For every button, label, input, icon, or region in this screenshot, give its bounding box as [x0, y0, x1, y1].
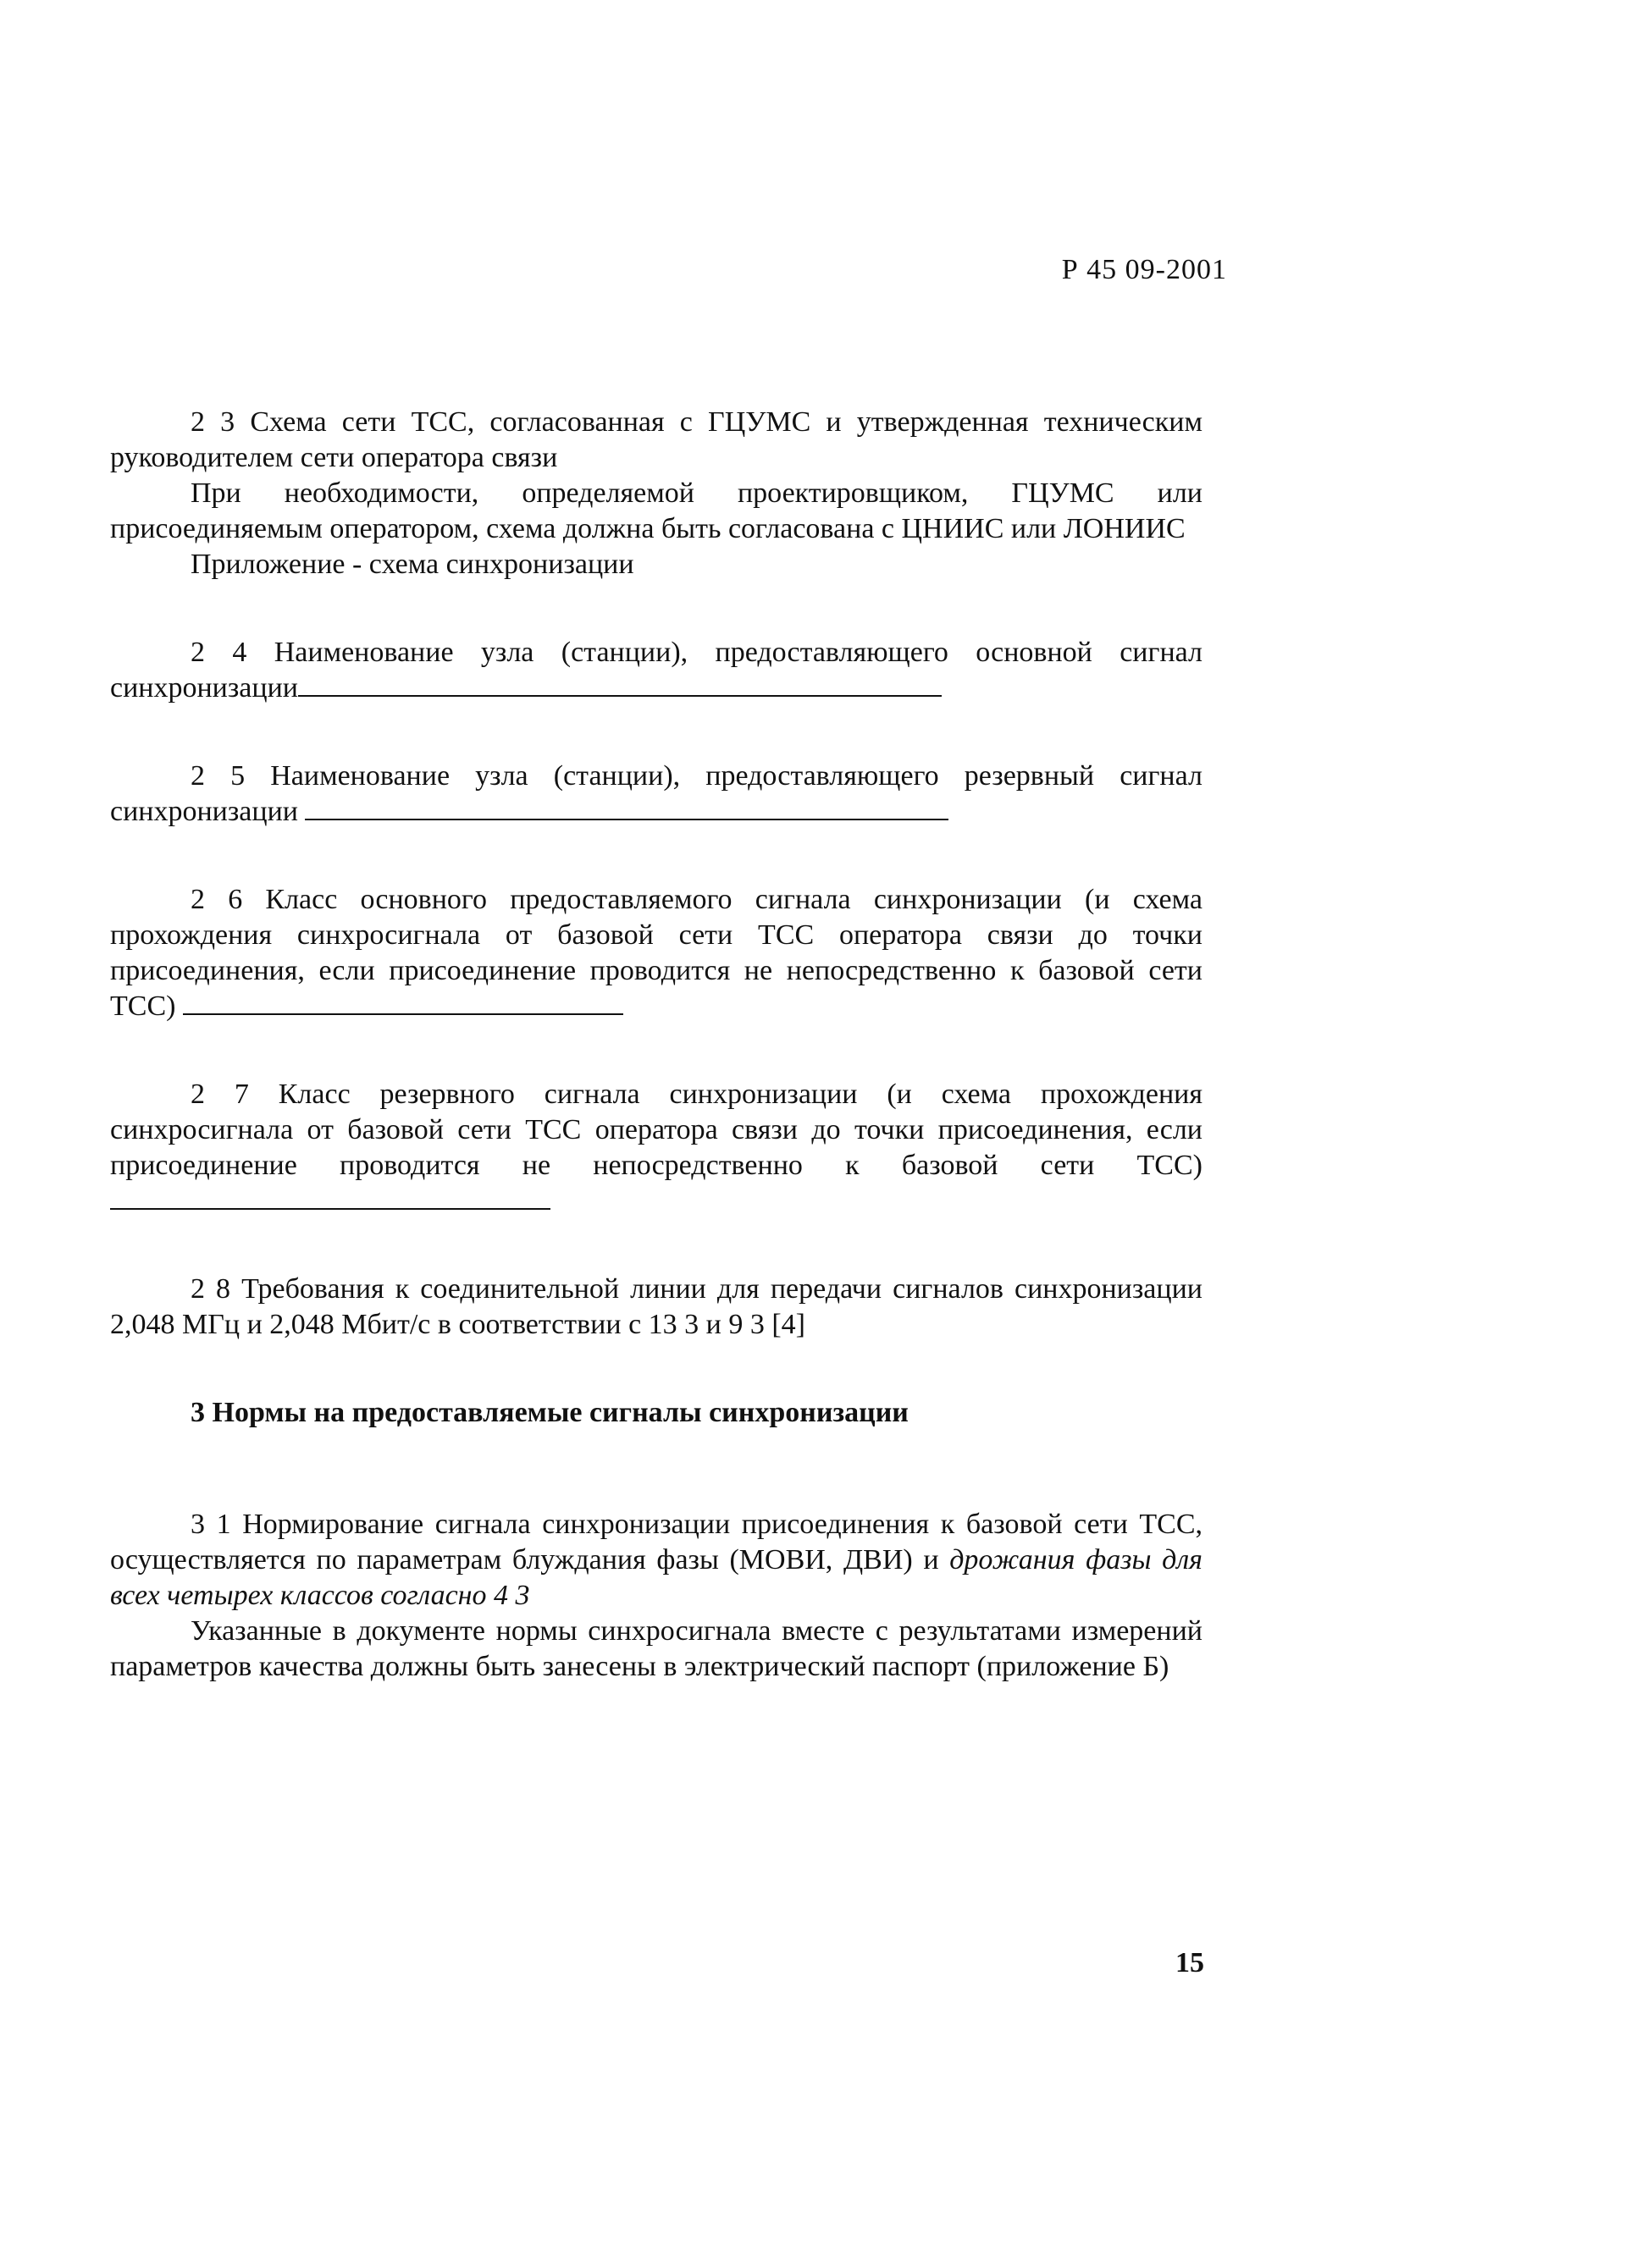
item-2-6 — [110, 882, 1202, 1024]
item-2-4-paragraph — [110, 635, 1202, 706]
item-2-6-fill-line[interactable] — [183, 990, 623, 1015]
item-2-5-paragraph — [110, 759, 1202, 830]
item-2-5-text: 2 5 Наименование узла (станции), предоставляющего резервный сигнал синхронизации — [110, 760, 1202, 827]
item-3-1 — [110, 1507, 1202, 1685]
item-2-7 — [110, 1077, 1202, 1219]
document-code: Р 45 09-2001 — [1061, 254, 1227, 285]
section-3-title: 3 Нормы на предоставляемые сигналы синхронизации — [191, 1397, 909, 1428]
item-2-5-fill-line[interactable] — [305, 795, 948, 820]
item-2-7-text: 2 7 Класс резервного сигнала синхронизации (и схема прохождения синхросигнала от базовой сети ТСС оператора связи до точки присоединения, если присоединение проводится не непосредственно к базовой сети ТСС) — [110, 1079, 1202, 1181]
item-2-3-note: При необходимости, определяемой проектировщиком, ГЦУМС или присоединяемым оператором, схема должна быть согласована с ЦНИИС или ЛОНИИС — [110, 477, 1202, 544]
item-3-1-paragraph — [110, 1507, 1202, 1614]
item-3-1-text: 3 1 Нормирование сигнала синхронизации присоединения к базовой сети ТСС, осуществляется по параметрам блуждания фазы (МОВИ, ДВИ) и — [110, 1509, 1202, 1575]
item-2-8 — [110, 1272, 1202, 1343]
item-2-3-text: 2 3 Схема сети ТСС, согласованная с ГЦУМС и утвержденная техническим руководителем сети оператора связи — [110, 406, 1202, 473]
item-3-1-note: Указанные в документе нормы синхросигнала вместе с результатами измерений параметров качества должны быть занесены в электрический паспорт (приложение Б) — [110, 1615, 1202, 1682]
item-2-3 — [110, 405, 1202, 582]
item-2-4 — [110, 635, 1202, 706]
item-2-8-text: 2 8 Требования к соединительной линии для передачи сигналов синхронизации 2,048 МГц и 2,048 Мбит/с в соответствии с 13 3 и 9 3 [4] — [110, 1273, 1202, 1340]
item-2-6-text: 2 6 Класс основного предоставляемого сигнала синхронизации (и схема прохождения синхросигнала от базовой сети ТСС оператора связи до точки присоединения, если присоединение проводится не непосредственно к базовой сети ТСС) — [110, 884, 1202, 1022]
item-2-5 — [110, 759, 1202, 830]
item-2-7-paragraph — [110, 1077, 1202, 1219]
item-2-4-text: 2 4 Наименование узла (станции), предоставляющего основной сигнал синхронизации — [110, 637, 1202, 704]
document-body — [110, 405, 1202, 1737]
item-2-3-attachment: Приложение - схема синхронизации — [191, 549, 634, 580]
item-2-6-paragraph — [110, 882, 1202, 1024]
page-number: 15 — [1175, 1947, 1204, 1978]
item-2-4-fill-line[interactable] — [298, 671, 942, 697]
item-2-7-fill-line[interactable] — [110, 1184, 550, 1210]
item-3-1-text-italic: дрожания фазы для всех четырех классов согласно 4 3 — [110, 1544, 1202, 1611]
